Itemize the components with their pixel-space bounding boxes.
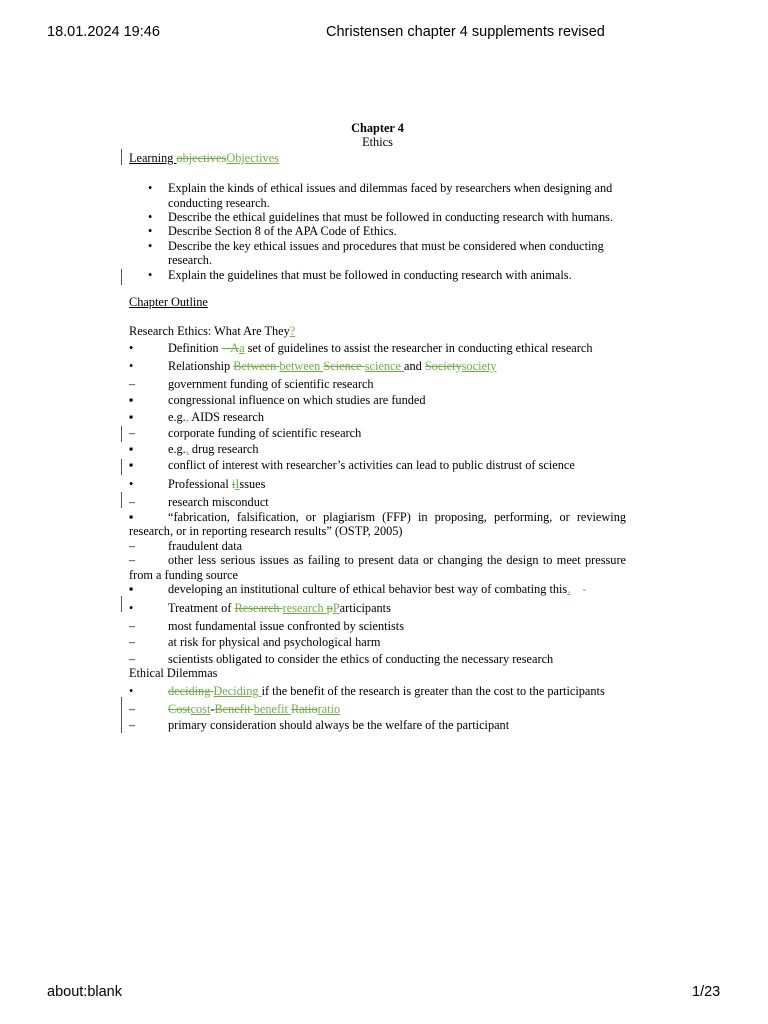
outline-item: – corporate funding of scientific research — [129, 425, 362, 440]
research-ethics-heading: Research Ethics: What Are They? — [129, 324, 296, 339]
list-item: • Describe the ethical guidelines that must be followed in conducting research with humans. — [148, 210, 613, 225]
chapter-subtitle: Ethics — [362, 135, 393, 150]
outline-item: – other less serious issues as failing to present data or changing the design to meet pressure from a funding source — [129, 553, 626, 582]
outline-item: ▪ congressional influence on which studies are funded — [129, 393, 426, 408]
change-bar — [121, 459, 122, 475]
outline-item: ▪ conflict of interest with researcher’s activities can lead to public distrust of science — [129, 457, 575, 472]
list-item: • Describe Section 8 of the APA Code of Ethics. — [148, 224, 397, 239]
outline-item: – most fundamental issue confronted by scientists — [129, 618, 404, 633]
outline-item: • deciding Deciding if the benefit of the research is greater than the cost to the participants — [129, 684, 605, 699]
chapter-title: Chapter 4 — [351, 121, 404, 135]
outline-item: ▪ e.g., AIDS research — [129, 409, 264, 424]
document-body — [129, 121, 626, 733]
outline-item: ▪ e.g., drug research — [129, 442, 259, 457]
print-timestamp: 18.01.2024 19:46 — [47, 24, 160, 40]
outline-item: – research misconduct — [129, 494, 269, 509]
outline-item: • Professional iIssues — [129, 477, 266, 492]
change-bar — [121, 697, 122, 733]
print-url: about:blank — [47, 984, 122, 1000]
learning-objectives-heading: Learning objectivesObjectives — [129, 150, 279, 165]
outline-item: – fraudulent data — [129, 538, 243, 553]
change-bar — [121, 269, 122, 285]
list-item: • Explain the guidelines that must be followed in conducting research with animals. — [148, 267, 572, 282]
outline-item: – primary consideration should always be the welfare of the participant — [129, 718, 510, 733]
outline-item: • Relationship Between between Science science and Societysociety — [129, 359, 497, 374]
print-page-number: 1/23 — [692, 984, 721, 1000]
print-title: Christensen chapter 4 supplements revised — [326, 24, 605, 40]
change-bar — [121, 492, 122, 508]
outline-item: • Definition – Aa set of guidelines to assist the researcher in conducting ethical research — [129, 340, 593, 355]
outline-item: – at risk for physical and psychological harm — [129, 635, 381, 650]
change-bar — [121, 596, 122, 612]
outline-item: ▪ developing an institutional culture of ethical behavior best way of combating this. - — [129, 581, 587, 596]
list-item: • Explain the kinds of ethical issues and dilemmas faced by researchers when designing and conducting research. — [148, 181, 613, 210]
ethical-dilemmas-heading: Ethical Dilemmas — [129, 666, 218, 680]
outline-item: • Treatment of Research research pParticipants — [129, 601, 391, 616]
outline-item: – scientists obligated to consider the ethics of conducting the necessary research — [129, 651, 554, 666]
list-item: • Describe the key ethical issues and procedures that must be considered when conducting research. — [148, 238, 604, 268]
outline-item: – government funding of scientific research — [129, 376, 374, 391]
objectives-list — [129, 181, 626, 282]
change-bar — [121, 426, 122, 442]
change-bar — [121, 149, 122, 165]
chapter-outline-heading: Chapter Outline — [129, 295, 208, 310]
outline-item: – Costcost-Benefit benefit Ratioratio — [129, 701, 341, 716]
outline-item: ▪ “fabrication, falsification, or plagiarism (FFP) in proposing, performing, or reviewing research, or in reporting research results” (OSTP, 2005) — [129, 509, 626, 539]
